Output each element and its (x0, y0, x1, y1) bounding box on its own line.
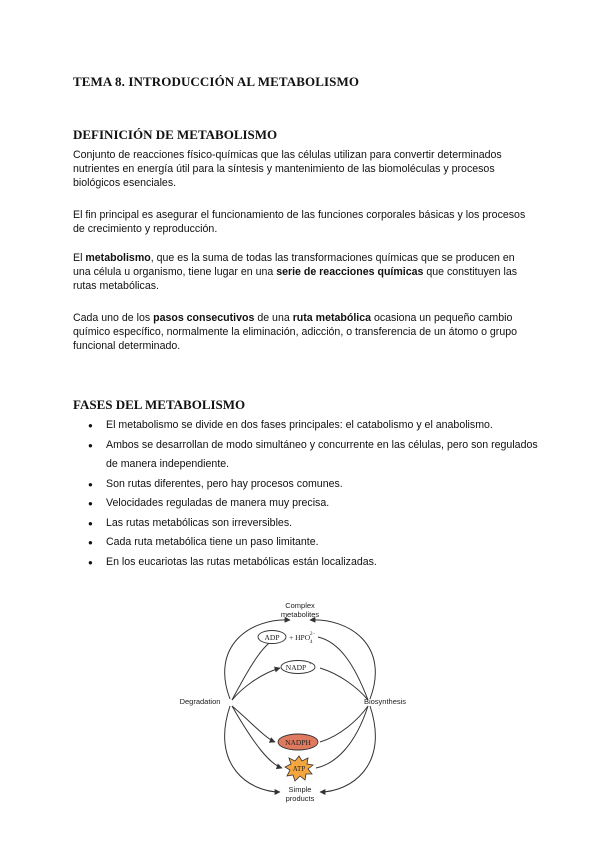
text-run: Cada uno de los (73, 312, 154, 324)
complex-metabolites-label: Complex (285, 601, 315, 610)
bold-term-ruta-metabolica: ruta metabólica (292, 312, 371, 324)
text-run: de una (254, 312, 293, 324)
text-run: El (73, 252, 86, 264)
outer-curve-right-top (310, 620, 375, 699)
nadp-superscript: + (309, 662, 312, 667)
inner-curve-atp-left (232, 706, 282, 768)
inner-curve-nadp-right (320, 668, 368, 700)
bold-term-metabolismo: metabolismo (85, 252, 151, 264)
fases-bullet-list (88, 416, 538, 572)
outer-curve-right-bottom (320, 706, 375, 792)
definicion-paragraph-1: Conjunto de reacciones físico-químicas que las células utilizan para convertir determinados nutrientes en energía útil para la síntesis y mantenimiento de las biomoléculas y procesos biológicos esenciales. (73, 149, 502, 190)
list-item: ● Ambos se desarrollan de modo simultáneo y concurrente en las células, pero son regulados de manera independiente. (88, 436, 538, 475)
adp-label: ADP (264, 633, 280, 642)
nadp-label: NADP (285, 663, 307, 672)
definicion-paragraph-3 (73, 251, 533, 294)
degradation-label: Degradation (179, 697, 221, 706)
page-title: TEMA 8. INTRODUCCIÓN AL METABOLISMO (73, 74, 360, 89)
definicion-heading: DEFINICIÓN DE METABOLISMO (73, 127, 278, 142)
list-item: ● En los eucariotas las rutas metabólicas están localizadas. (88, 553, 538, 573)
outer-curve-left-bottom (225, 706, 280, 792)
inner-curve-hpo (318, 637, 368, 700)
hpo4-subscript: 4 (310, 640, 313, 645)
text-run: que constituyen las rutas metabólicas. (73, 266, 518, 293)
nadph-label: NADPH (285, 738, 311, 747)
text-run: , que es la suma de todas las transformaciones químicas que se producen en una célula u organismo, tiene lugar en una (73, 252, 515, 279)
fases-heading: FASES DEL METABOLISMO (73, 397, 246, 412)
simple-products-label: Simple (288, 785, 312, 794)
list-item: ● Las rutas metabólicas son irreversibles. (88, 514, 538, 534)
inner-curve-nadp-left (232, 668, 280, 700)
biosynthesis-label: Biosynthesis (363, 697, 407, 706)
inner-curve-nadph-left (232, 706, 275, 742)
definicion-paragraph-2: El fin principal es asegurar el funcionamiento de las funciones corporales básicas y los procesos de crecimiento y reproducción. (73, 209, 526, 236)
list-item: ● Cada ruta metabólica tiene un paso limitante. (88, 533, 538, 553)
bold-term-pasos-consecutivos: pasos consecutivos (153, 312, 255, 324)
complex-metabolites-label-2: metabolites (280, 610, 320, 619)
inner-curve-adp (232, 637, 280, 700)
bold-term-serie-reacciones: serie de reacciones químicas (276, 266, 424, 279)
text-run: ocasiona un pequeño cambio químico específico, normalmente la eliminación, adicción, o transferencia de un átomo o grupo funcional determinado. (73, 312, 518, 353)
metabolism-diagram (170, 596, 430, 812)
atp-label: ATP (292, 765, 306, 773)
definicion-paragraph-4 (73, 311, 533, 354)
hpo4-superscript: 2− (310, 632, 316, 637)
list-item: ● El metabolismo se divide en dos fases principales: el catabolismo y el anabolismo. (88, 416, 538, 436)
hpo4-label: + HPO (289, 633, 311, 642)
simple-products-label-2: products (285, 794, 315, 803)
list-item: ● Velocidades reguladas de manera muy precisa. (88, 494, 538, 514)
list-item: ● Son rutas diferentes, pero hay procesos comunes. (88, 475, 538, 495)
